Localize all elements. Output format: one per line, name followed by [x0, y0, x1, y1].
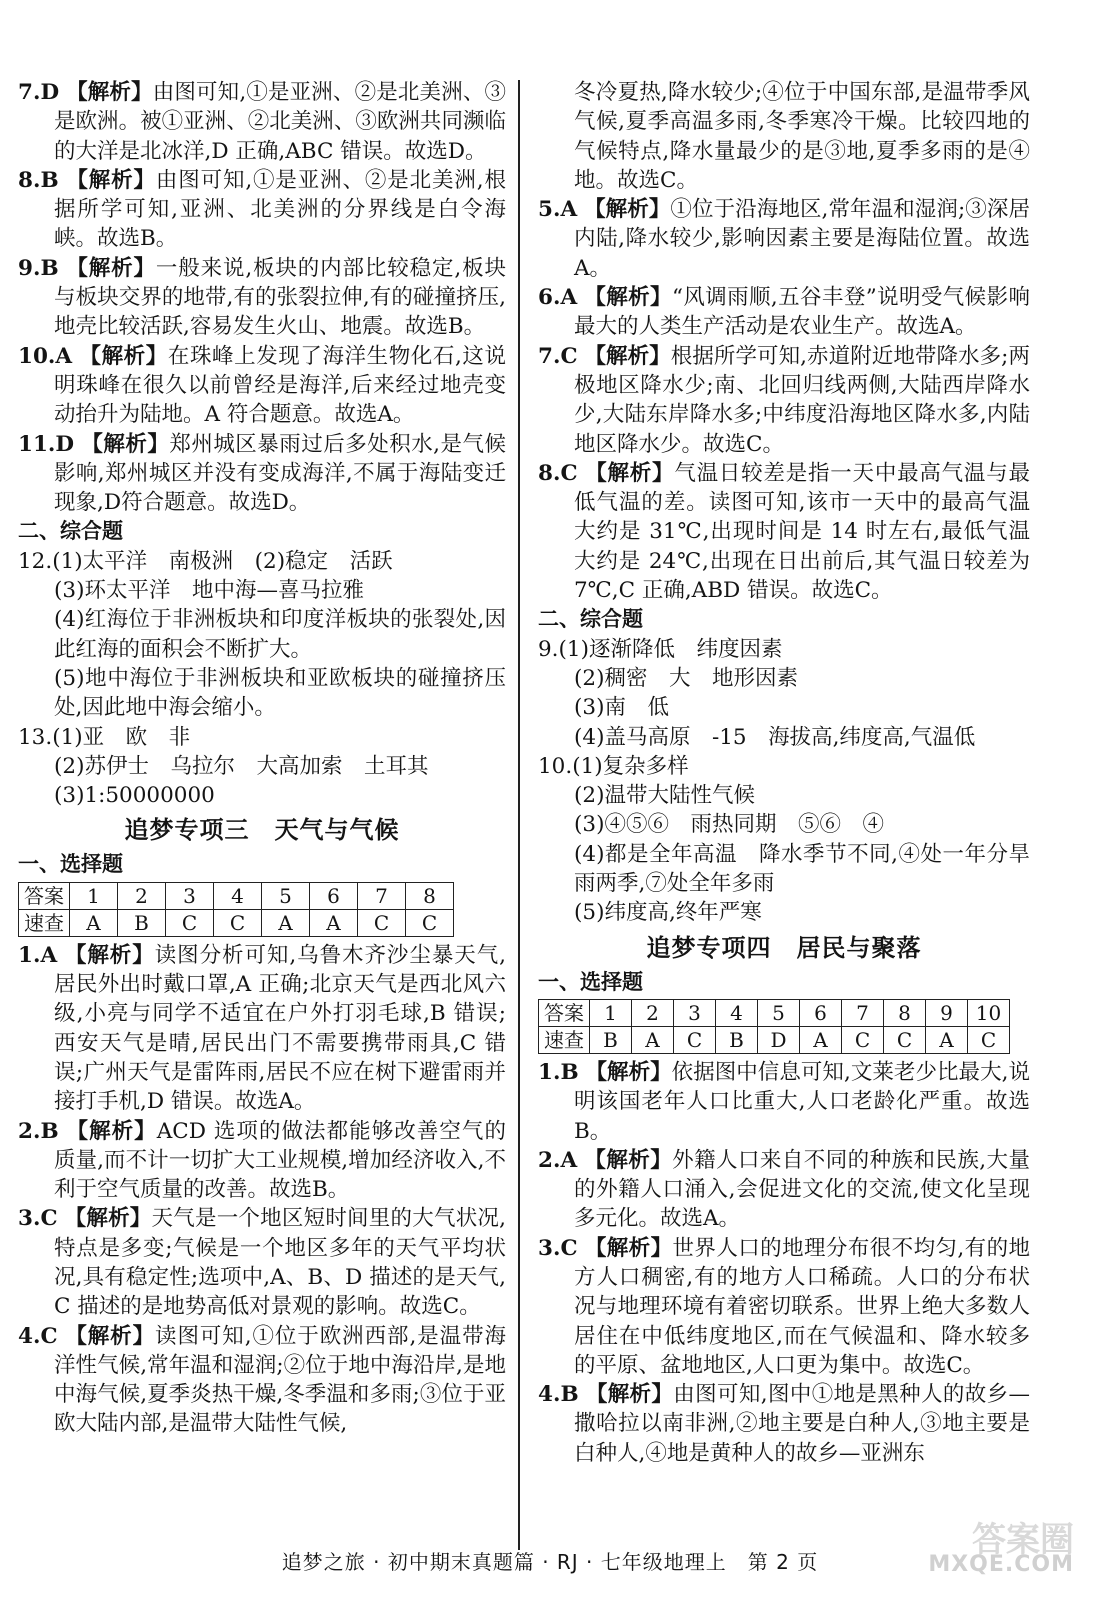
answer-item — [18, 1204, 506, 1321]
answer-number: 11.D — [18, 431, 75, 457]
answer-number: 9.B — [18, 255, 59, 281]
answer-table-answer: A — [632, 1026, 674, 1053]
left-answer-list — [18, 78, 506, 517]
answer-item — [538, 342, 1030, 459]
answer-item — [18, 1322, 506, 1439]
answer-q10-line3: (3)④⑤⑥ 雨热同期 ⑤⑥ ④ — [574, 812, 884, 838]
answer-table-answer: C — [674, 1026, 716, 1053]
analysis-tag: 【解析】 — [64, 1206, 152, 1232]
answer-table-answer: A — [800, 1026, 842, 1053]
analysis-tag: 【解析】 — [584, 285, 672, 311]
answer-table-number: 3 — [166, 882, 214, 909]
answer-number: 4.B — [538, 1382, 579, 1408]
analysis-tag: 【解析】 — [66, 167, 156, 193]
watermark-logo — [884, 1512, 1074, 1582]
analysis-text: 天气是一个地区短时间里的大气状况,特点是多变;气候是一个地区多年的天气平均状况,具有稳定性;选项中,A、B、D 描述的是天气,C 描述的是地势高低对景观的影响。故选C。 — [54, 1206, 506, 1320]
section-heading-choice: 一、选择题 — [18, 852, 123, 877]
analysis-tag: 【解析】 — [584, 343, 671, 369]
answer-item — [538, 1380, 1030, 1468]
answer-q10-line5: (5)纬度高,终年严寒 — [574, 900, 762, 926]
right-answer-list-2 — [538, 1058, 1030, 1468]
answer-number: 1.B — [538, 1059, 579, 1085]
answer-table-number: 4 — [214, 882, 262, 909]
analysis-text: 世界人口的地理分布很不均匀,有的地方人口稠密,有的地方人口稀疏。人口的分布状况与地理环境有着密切联系。世界上绝大多数人居住在中低纬度地区,而在气候温和、降水较多的平原、盆地地区,人口更为集中。故选C。 — [574, 1235, 1030, 1378]
answer-item — [538, 195, 1030, 283]
answer-item — [18, 166, 506, 254]
answer-table-number: 6 — [310, 882, 358, 909]
answer-table-answer: D — [758, 1026, 800, 1053]
answer-table-number: 2 — [632, 999, 674, 1026]
answer-table-number: 8 — [406, 882, 454, 909]
analysis-text: 依据图中信息可知,文莱老少比最大,说明该国老年人口比重大,人口老龄化严重。故选B。 — [574, 1059, 1030, 1144]
answer-q9-line2: (2)稠密 大 地形因素 — [574, 665, 798, 691]
analysis-tag: 【解析】 — [584, 197, 671, 223]
answer-q12-line2: (3)环太平洋 地中海—喜马拉雅 — [54, 578, 364, 604]
answer-table-answer: C — [166, 909, 214, 936]
column-divider — [518, 80, 520, 1550]
analysis-tag: 【解析】 — [64, 942, 155, 968]
analysis-tag: 【解析】 — [584, 1235, 673, 1261]
answer-table-number: 8 — [884, 999, 926, 1026]
answer-q10-line2: (2)温带大陆性气候 — [574, 783, 755, 809]
answer-table-number: 10 — [968, 999, 1010, 1026]
answer-table-answer: B — [716, 1026, 758, 1053]
answer-item — [18, 941, 506, 1117]
analysis-tag: 【解析】 — [585, 460, 675, 486]
answer-table-number: 1 — [70, 882, 118, 909]
answer-table-answer: A — [262, 909, 310, 936]
answer-table-answer: C — [968, 1026, 1010, 1053]
answer-q12-line1: 12.(1)太平洋 南极洲 (2)稳定 活跃 — [18, 548, 393, 574]
answer-q10-line4: (4)都是全年高温 降水季节不同,④处一年分旱雨两季,⑦处全年多雨 — [574, 841, 1030, 897]
answer-table-topic3 — [18, 882, 454, 937]
answer-table-answer: B — [590, 1026, 632, 1053]
watermark-text: 答案圈 — [972, 1520, 1074, 1560]
topic3-title: 追梦专项三 天气与气候 — [124, 816, 400, 845]
analysis-text: “风调雨顺,五谷丰登”说明受气候影响最大的人类生产活动是农业生产。故选A。 — [574, 285, 1030, 340]
analysis-tag: 【解析】 — [66, 80, 153, 105]
analysis-text: 读图分析可知,乌鲁木齐沙尘暴天气,居民外出时戴口罩,A 正确;北京天气是西北风六级,小亮与同学不适宜在户外打羽毛球,B 错误;西安天气是晴,居民出门不需要携带雨具,C 错误;广州天气是雷阵雨,居民不应在树下避雷雨并接打手机,D 错误。故选A。 — [54, 942, 506, 1115]
analysis-tag: 【解析】 — [81, 431, 170, 457]
section-heading-comprehensive: 二、综合题 — [18, 519, 123, 544]
section-heading-choice: 一、选择题 — [538, 969, 643, 994]
answer-number: 3.C — [538, 1235, 578, 1261]
answer-table-number: 4 — [716, 999, 758, 1026]
answer-table-answer: B — [118, 909, 166, 936]
answer-table-answer-row — [539, 1026, 1010, 1053]
answer-number: 7.D — [18, 80, 60, 105]
answer-number: 3.C — [18, 1206, 58, 1232]
analysis-tag: 【解析】 — [66, 255, 156, 281]
analysis-text: 郑州城区暴雨过后多处积水,是气候影响,郑州城区并没有变成海洋,不属于海陆变迁现象,D符合题意。故选D。 — [54, 431, 506, 516]
answer-item — [538, 459, 1030, 605]
answer-table-number: 6 — [800, 999, 842, 1026]
answer-number: 5.A — [538, 197, 578, 223]
answer-table-number: 7 — [842, 999, 884, 1026]
answer-q9-line1: 9.(1)逐渐降低 纬度因素 — [538, 636, 783, 662]
right-answer-list — [538, 195, 1030, 605]
answer-q12-line3: (4)红海位于非洲板块和印度洋板块的张裂处,因此红海的面积会不断扩大。 — [54, 607, 506, 662]
answer-table-answer: C — [406, 909, 454, 936]
answer-table-answer: A — [926, 1026, 968, 1053]
answer-q13-line3: (3)1:50000000 — [54, 783, 215, 809]
answer-table-number: 1 — [590, 999, 632, 1026]
answer-table-number: 5 — [758, 999, 800, 1026]
answer-table-topic4 — [538, 999, 1010, 1054]
answer-q13-line2: (2)苏伊士 乌拉尔 大高加索 土耳其 — [54, 753, 429, 779]
answer-item — [538, 283, 1030, 342]
answer-number: 7.C — [538, 343, 578, 369]
analysis-text: ACD 选项的做法都能够改善空气的质量,而不计一切扩大工业规模,增加经济收入,不利于空气质量的改善。故选B。 — [54, 1118, 506, 1203]
analysis-text: 由图可知,图中①地是黑种人的故乡—撒哈拉以南非洲,②地主要是白种人,③地主要是白种人,④地是黄种人的故乡—亚洲东 — [574, 1382, 1030, 1466]
answer-table-answer: C — [358, 909, 406, 936]
analysis-tag: 【解析】 — [65, 1323, 156, 1349]
answer-item — [538, 1058, 1030, 1146]
answer-number: 2.A — [538, 1147, 578, 1173]
answer-table-header: 答案 — [19, 882, 70, 909]
analysis-tag: 【解析】 — [79, 343, 168, 369]
answer-q9-line3: (3)南 低 — [574, 695, 669, 721]
topic4-title: 追梦专项四 居民与聚落 — [646, 933, 922, 962]
answer-item — [18, 1117, 506, 1205]
page-footer: 追梦之旅 · 初中期末真题篇 · RJ · 七年级地理上 第 2 页 — [281, 1550, 819, 1574]
answer-number: 8.C — [538, 460, 578, 486]
analysis-tag: 【解析】 — [585, 1059, 672, 1085]
answer-table-answer: C — [214, 909, 262, 936]
answer-table-answer: C — [884, 1026, 926, 1053]
answer-table-number: 7 — [358, 882, 406, 909]
analysis-text: 根据所学可知,赤道附近地带降水多;两极地区降水少;南、北回归线两侧,大陆西岸降水少,大陆东岸降水多;中纬度沿海地区降水多,内陆地区降水少。故选C。 — [574, 343, 1030, 457]
answer-number: 4.C — [18, 1323, 58, 1349]
answer-item — [18, 78, 506, 166]
watermark-url: MXQE.COM — [928, 1552, 1074, 1577]
answer-table-number-row — [539, 999, 1010, 1026]
analysis-tag: 【解析】 — [585, 1382, 674, 1408]
answer-table-header: 速查 — [19, 909, 70, 936]
answer-table-answer: A — [310, 909, 358, 936]
answer-table-answer: C — [842, 1026, 884, 1053]
answer-table-answer-row — [19, 909, 454, 936]
analysis-text: 由图可知,①是亚洲、②是北美洲,根据所学可知,亚洲、北美洲的分界线是白令海峡。故选B。 — [54, 167, 506, 252]
analysis-text: 在珠峰上发现了海洋生物化石,这说明珠峰在很久以前曾经是海洋,后来经过地壳变动抬升为陆地。A 符合题意。故选A。 — [54, 343, 506, 428]
analysis-text: 气温日较差是指一天中最高气温与最低气温的差。读图可知,该市一天中的最高气温大约是 31℃,出现时间是 14 时左右,最低气温大约是 24℃,出现在日出前后,其气温日较差为 7℃,C 正确,ABD 错误。故选C。 — [574, 460, 1030, 604]
answer-table-number: 3 — [674, 999, 716, 1026]
analysis-text: ①位于沿海地区,常年温和湿润;③深居内陆,降水较少,影响因素主要是海陆位置。故选A。 — [574, 197, 1030, 281]
analysis-text: 读图可知,①位于欧洲西部,是温带海洋性气候,常年温和湿润;②位于地中海沿岸,是地中海气候,夏季炎热干燥,冬季温和多雨;③位于亚欧大陆内部,是温带大陆性气候, — [54, 1323, 506, 1437]
right-column — [538, 78, 1030, 1468]
analysis-tag: 【解析】 — [584, 1147, 673, 1173]
answer-number: 1.A — [18, 942, 58, 968]
answer-number: 2.B — [18, 1118, 59, 1144]
answer-item — [18, 254, 506, 342]
analysis-text: 外籍人口来自不同的种族和民族,大量的外籍人口涌入,会促进文化的交流,使文化呈现多元化。故选A。 — [574, 1147, 1030, 1232]
answer-4-continued: 冬冷夏热,降水较少;④位于中国东部,是温带季风气候,夏季高温多雨,冬季寒冷干燥。比较四地的气候特点,降水量最少的是③地,夏季多雨的是④地。故选C。 — [574, 80, 1030, 193]
left-answer-list-2 — [18, 941, 506, 1439]
answer-table-answer: A — [70, 909, 118, 936]
answer-item — [18, 342, 506, 430]
answer-q13-line1: 13.(1)亚 欧 非 — [18, 724, 191, 750]
answer-item — [18, 430, 506, 518]
analysis-text: 由图可知,①是亚洲、②是北美洲、③是欧洲。被①亚洲、②北美洲、③欧洲共同濒临的大洋是北冰洋,D 正确,ABC 错误。故选D。 — [54, 80, 506, 164]
answer-item — [538, 1146, 1030, 1234]
answer-table-header: 速查 — [539, 1026, 590, 1053]
answer-table-number: 9 — [926, 999, 968, 1026]
answer-q12-line4: (5)地中海位于非洲板块和亚欧板块的碰撞挤压处,因此地中海会缩小。 — [54, 665, 506, 721]
answer-table-header: 答案 — [539, 999, 590, 1026]
answer-number: 8.B — [18, 167, 59, 193]
answer-q10-line1: 10.(1)复杂多样 — [538, 753, 689, 779]
left-column — [18, 78, 506, 1439]
section-heading-comprehensive: 二、综合题 — [538, 607, 643, 632]
answer-table-number: 2 — [118, 882, 166, 909]
answer-q9-line4: (4)盖马高原 -15 海拔高,纬度高,气温低 — [574, 724, 976, 750]
answer-table-number-row — [19, 882, 454, 909]
answer-number: 10.A — [18, 343, 73, 369]
analysis-tag: 【解析】 — [66, 1118, 157, 1144]
answer-number: 6.A — [538, 285, 578, 311]
answer-table-number: 5 — [262, 882, 310, 909]
answer-item — [538, 1234, 1030, 1380]
analysis-text: 一般来说,板块的内部比较稳定,板块与板块交界的地带,有的张裂拉伸,有的碰撞挤压,地壳比较活跃,容易发生火山、地震。故选B。 — [54, 255, 506, 340]
